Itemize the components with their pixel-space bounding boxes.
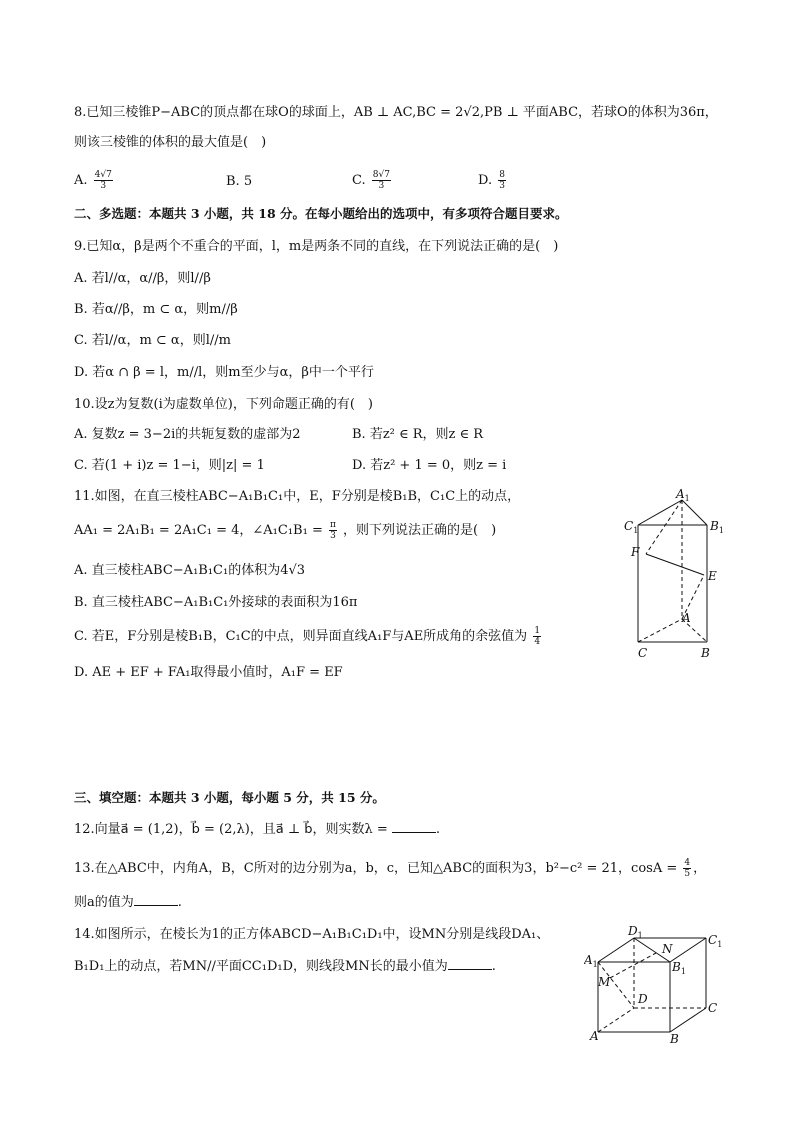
q13-answer-blank[interactable] — [134, 893, 178, 906]
q12-answer-blank[interactable] — [392, 820, 436, 833]
q10-stem: 10.设z为复数(i为虚数单位)，下列命题正确的有( ) — [74, 397, 373, 412]
label-a1: $A_1$ — [676, 487, 690, 503]
q11-prism-figure — [618, 484, 736, 662]
label-n: N — [662, 942, 673, 956]
q11-option-d: D. AE + EF + FA₁取得最小值时，A₁F = EF — [74, 665, 343, 680]
segment-fe — [646, 554, 704, 575]
q9-stem: 9.已知α，β是两个不重合的平面，l，m是两条不同的直线，在下列说法正确的是( ) — [74, 239, 559, 254]
q10-option-a: A. 复数z = 3−2i的共轭复数的虚部为2 — [74, 427, 301, 442]
section-multiple-choice-heading: 二、多选题：本题共 3 小题，共 18 分。在每小题给出的选项中，有多项符合题目要求。 — [74, 206, 568, 221]
edge-ca-hidden — [638, 619, 682, 642]
q14-answer-blank[interactable] — [448, 957, 492, 970]
q10-option-d: D. 若z² + 1 = 0，则z = i — [352, 458, 507, 473]
q14-stem-line1: 14.如图所示，在棱长为1的正方体ABCD−A₁B₁C₁D₁中，设MN分别是线段DA₁、 — [74, 927, 550, 942]
section-fill-in-heading: 三、填空题：本题共 3 小题，每小题 5 分，共 15 分。 — [74, 790, 385, 805]
label-b: B — [701, 646, 710, 660]
q8-option-c: C. $\frac{8√7}{3}$ — [352, 170, 390, 191]
label-c1: $C_1$ — [708, 933, 723, 949]
edge-a1b1 — [682, 500, 707, 525]
q11-option-b: B. 直三棱柱ABC−A₁B₁C₁外接球的表面积为16π — [74, 595, 358, 610]
q10-option-c: C. 若(1 + i)z = 1−i，则|z| = 1 — [74, 458, 265, 473]
q13-stem-line1: 13.在△ABC中，内角A，B，C所对的边分别为a，b，c，已知△ABC的面积为3，b²−c² = 21，cosA = $\frac{4}{5}$ ， — [74, 858, 707, 879]
q8-option-b: B. 5 — [226, 174, 253, 189]
label-c: C — [638, 646, 648, 660]
q8-option-a: A. $\frac{4√7}{3}$ — [74, 170, 112, 191]
q11-option-c: C. 若E，F分别是棱B₁B，C₁C的中点，则异面直线A₁F与AE所成角的余弦值为 $\frac{1}{4}$ — [74, 626, 541, 647]
label-b1: $B_1$ — [710, 519, 724, 535]
q10-option-b: B. 若z² ∈ R，则z ∈ R — [352, 427, 484, 442]
edge-ad-hidden — [598, 1008, 634, 1032]
segment-a1f-hidden — [646, 500, 682, 554]
label-b: B — [670, 1032, 679, 1046]
q13-cos-fraction: $\frac{4}{5}$ — [684, 858, 691, 879]
q12-stem: 12.向量a⃗ = (1,2)，b⃗ = (2,λ)，且a⃗ ⊥ b⃗，则实数λ = . — [74, 822, 441, 837]
label-a: A — [590, 1029, 599, 1043]
q9-option-d: D. 若α ∩ β = l，m//l，则m至少与α，β中一个平行 — [74, 365, 374, 380]
label-a1: $A_1$ — [584, 953, 598, 969]
q9-option-c: C. 若l//α，m ⊂ α，则l//m — [74, 333, 231, 348]
q13-stem-line2: 则a的值为 . — [74, 895, 182, 910]
label-d: D — [638, 992, 648, 1006]
label-e: E — [708, 569, 717, 583]
label-b1: $B_1$ — [672, 960, 686, 976]
q8-option-c-fraction: $\frac{8√7}{3}$ — [372, 170, 390, 191]
label-a: A — [682, 611, 691, 625]
edge-bc — [670, 1008, 706, 1032]
q11-option-a: A. 直三棱柱ABC−A₁B₁C₁的体积为4√3 — [74, 563, 306, 578]
q8-option-a-fraction: $\frac{4√7}{3}$ — [94, 170, 112, 191]
q9-option-b: B. 若α//β，m ⊂ α，则m//β — [74, 302, 238, 317]
edge-b1c1 — [670, 938, 706, 962]
q8-option-d: D. $\frac{8}{3}$ — [478, 170, 505, 191]
label-d1: $D_1$ — [628, 924, 643, 940]
q9-option-a: A. 若l//α，α//β，则l//β — [74, 271, 211, 286]
q11-angle-fraction: $\frac{\pi}{3}$ — [329, 520, 336, 541]
edge-a1d1 — [598, 938, 634, 962]
q8-stem-line2: 则该三棱锥的体积的最大值是( ) — [74, 135, 267, 150]
edge-c1a1 — [638, 500, 682, 525]
label-m: M — [598, 975, 611, 989]
q8-option-d-fraction: $\frac{8}{3}$ — [499, 170, 505, 191]
q14-cube-figure — [584, 922, 726, 1046]
segment-mn-hidden — [610, 953, 656, 978]
q11-stem-line1: 11.如图，在直三棱柱ABC−A₁B₁C₁中，E，F分别是棱B₁B，C₁C上的动点， — [74, 489, 521, 504]
q14-stem-line2: B₁D₁上的动点，若MN//平面CC₁D₁D，则线段MN长的最小值为 . — [74, 959, 496, 974]
label-c1: $C_1$ — [624, 519, 639, 535]
q8-stem-line1: 8.已知三棱锥P−ABC的顶点都在球O的球面上，AB ⊥ AC,BC = 2√2,PB ⊥ 平面ABC，若球O的体积为36π， — [74, 105, 718, 120]
q11-cosine-fraction: $\frac{1}{4}$ — [534, 626, 541, 647]
label-f: F — [631, 545, 640, 559]
label-c: C — [708, 1001, 718, 1015]
q11-stem-line2: AA₁ = 2A₁B₁ = 2A₁C₁ = 4，∠A₁C₁B₁ = $\frac{\pi}{3}$ ，则下列说法正确的是( ) — [74, 520, 497, 541]
